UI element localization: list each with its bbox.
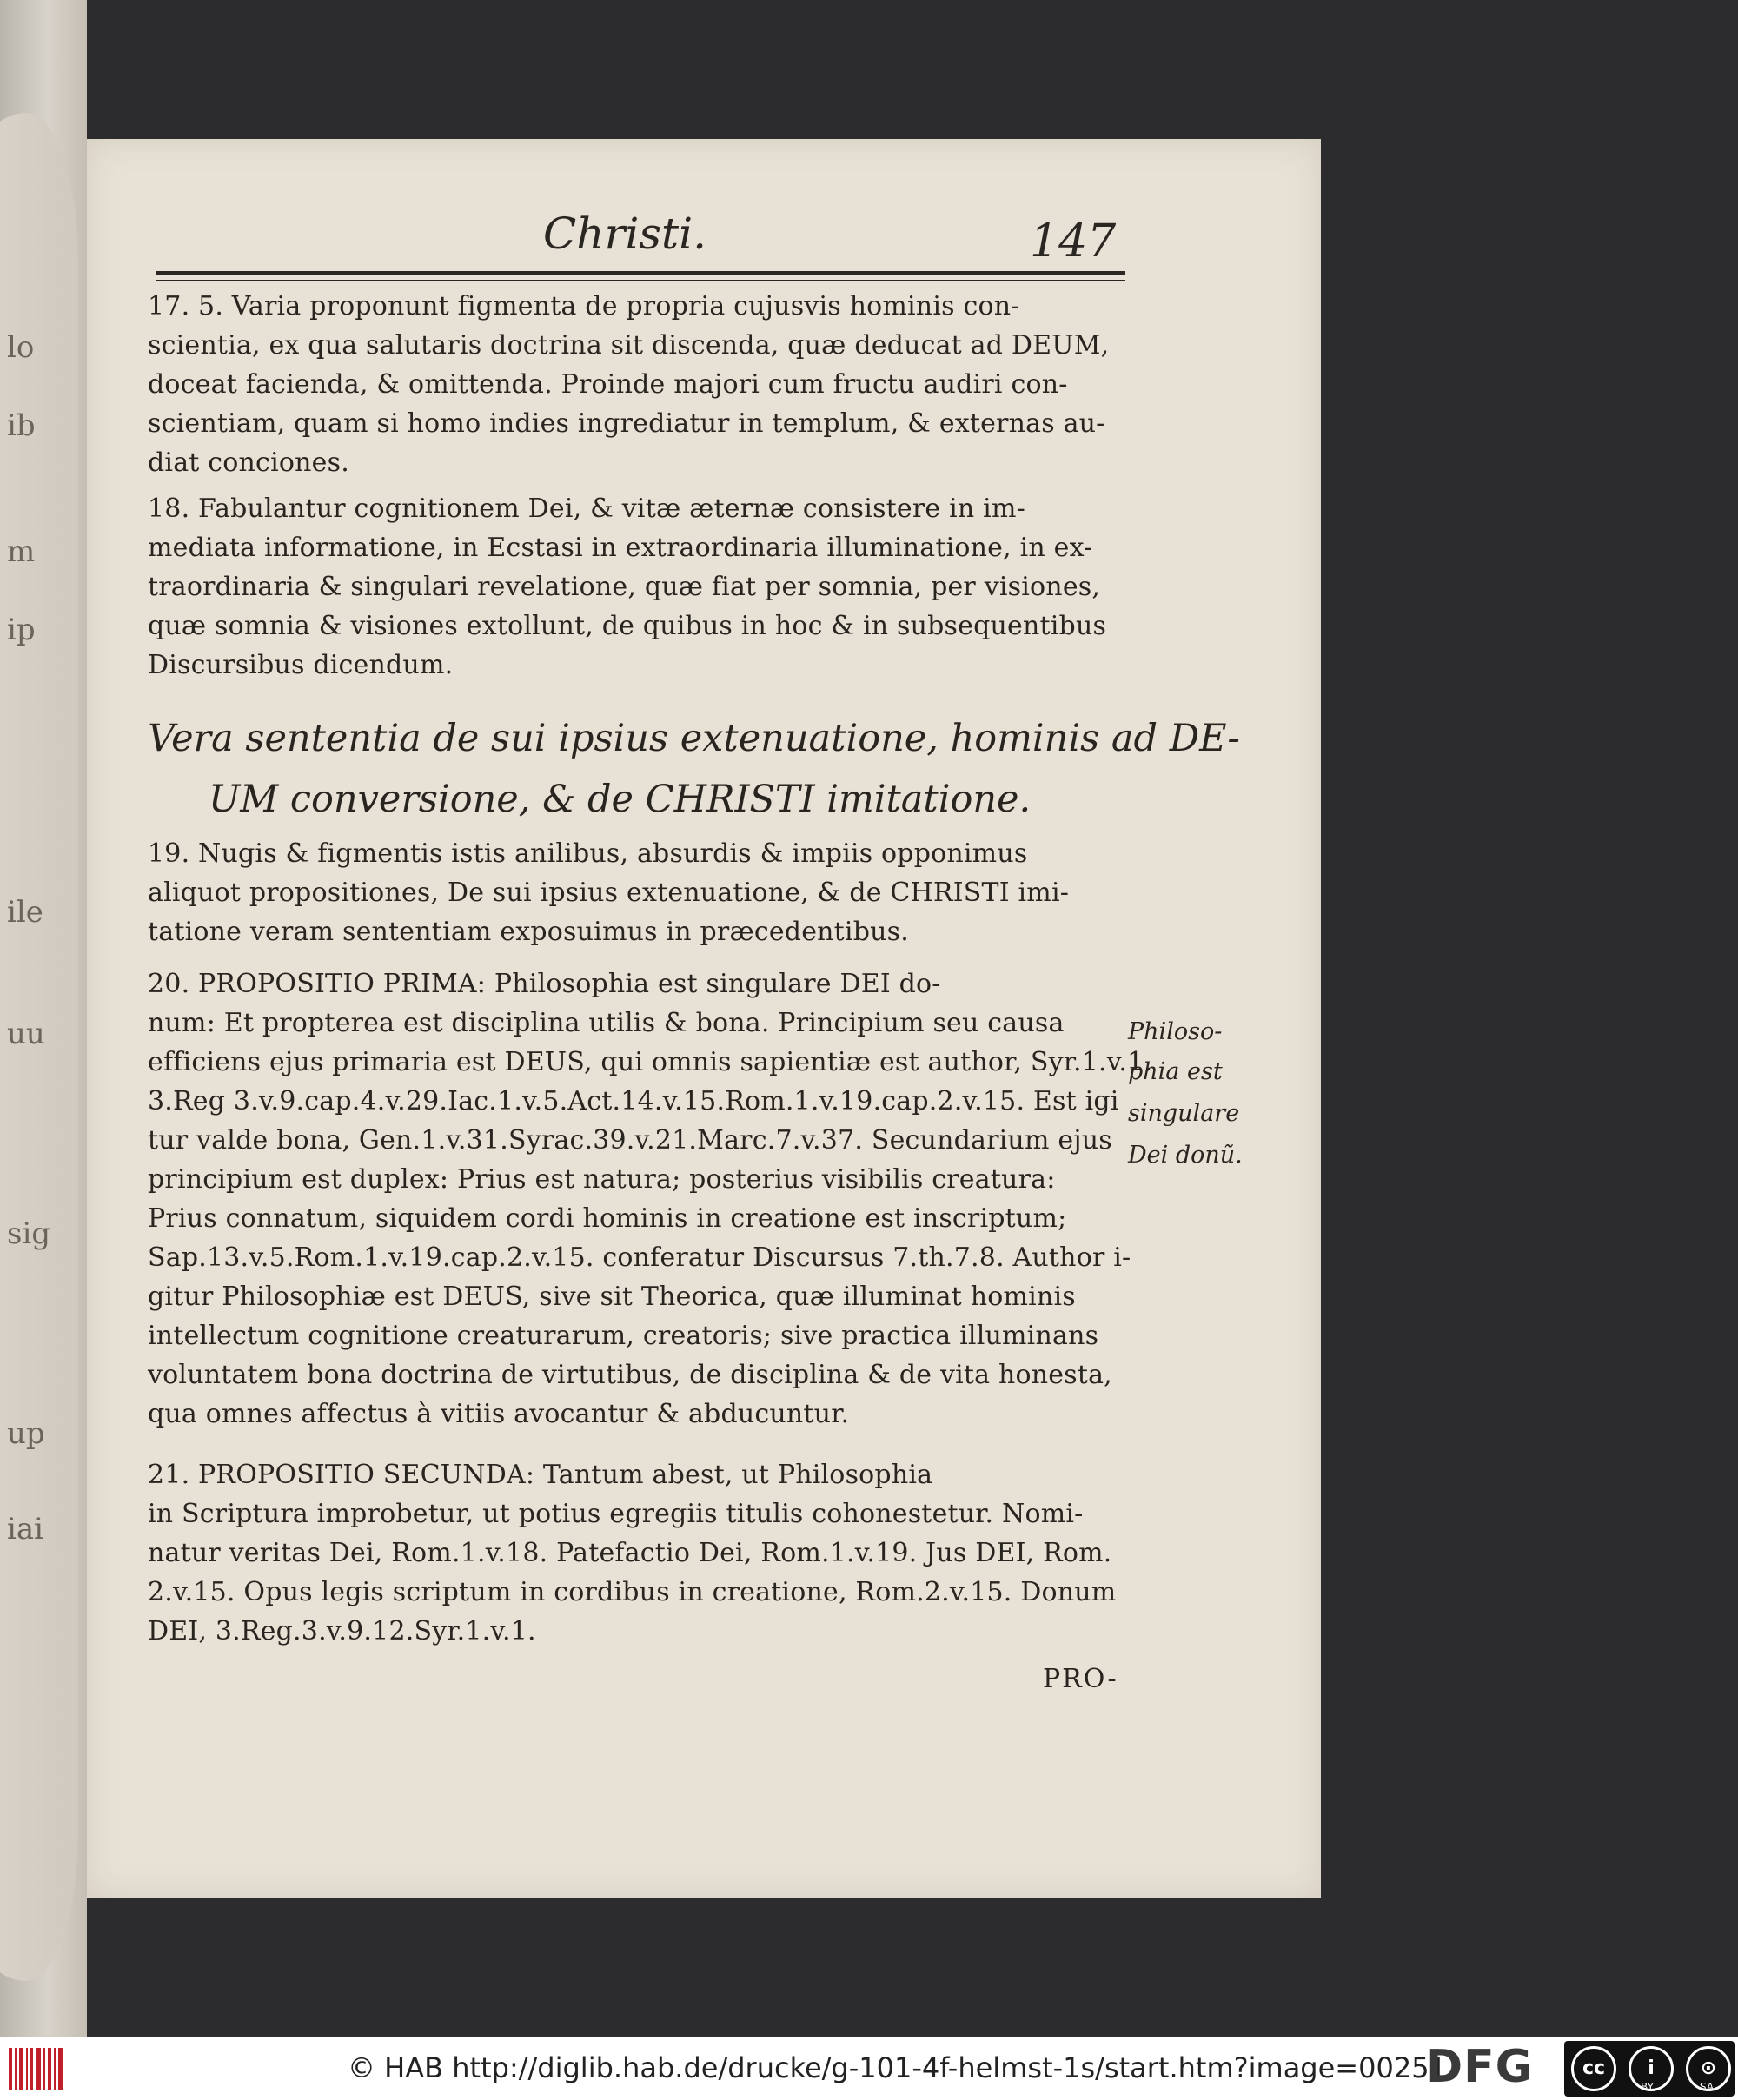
text-line: DEI, 3.Reg.3.v.9.12.Syr.1.v.1. — [148, 1616, 536, 1646]
page-number: 147 — [1030, 215, 1117, 268]
by-label: BY — [1641, 2081, 1654, 2093]
text-line: 20. PROPOSITIO PRIMA: Philosophia est singulare DEI do- — [148, 969, 941, 999]
text-line: quæ somnia & visiones extollunt, de quibus in hoc & in subsequentibus — [148, 611, 1107, 641]
text-line: scientiam, quam si homo indies ingrediatur in templum, & externas au- — [148, 408, 1105, 439]
section-heading: Vera sententia de sui ipsius extenuatione, hominis ad DE- — [148, 717, 1240, 760]
text-line: efficiens ejus primaria est DEUS, qui omnis sapientiæ est author, Syr.1.v.1. — [148, 1047, 1153, 1077]
margin-note: singulare — [1128, 1100, 1240, 1127]
text-line: 3.Reg 3.v.9.cap.4.v.29.Iac.1.v.5.Act.14.v.15.Rom.1.v.19.cap.2.v.15. Est igi — [148, 1086, 1119, 1116]
text-line: mediata informatione, in Ecstasi in extraordinaria illuminatione, in ex- — [148, 533, 1093, 563]
attribution-icon: i — [1629, 2046, 1674, 2091]
cc-icon: cc — [1571, 2046, 1616, 2091]
text-line: principium est duplex: Prius est natura; posterius visibilis creatura: — [148, 1164, 1056, 1195]
text-line: gitur Philosophiæ est DEUS, sive sit Theorica, quæ illuminat hominis — [148, 1282, 1076, 1312]
section-heading: UM conversione, & de CHRISTI imitatione. — [209, 778, 1032, 821]
text-line: 18. Fabulantur cognitionem Dei, & vitæ æternæ consistere in im- — [148, 494, 1025, 524]
catchword: PRO- — [1043, 1664, 1118, 1694]
sa-label: SA — [1700, 2081, 1715, 2093]
margin-note: Philoso- — [1128, 1018, 1223, 1045]
text-line: Discursibus dicendum. — [148, 650, 454, 680]
text-line: natur veritas Dei, Rom.1.v.18. Patefactio Dei, Rom.1.v.19. Jus DEI, Rom. — [148, 1538, 1112, 1568]
running-title: Christi. — [543, 209, 706, 259]
text-line: 19. Nugis & figmentis istis anilibus, absurdis & impiis opponimus — [148, 838, 1028, 869]
library-barcode-icon — [7, 2044, 68, 2093]
text-line: traordinaria & singulari revelatione, quæ fiat per somnia, per visiones, — [148, 572, 1101, 602]
copyright-link[interactable]: © HAB http://diglib.hab.de/drucke/g-101-4f-helmst-1s/start.htm?image=00251 — [348, 2051, 1447, 2084]
text-line: 21. PROPOSITIO SECUNDA: Tantum abest, ut Philosophia — [148, 1460, 933, 1490]
adjacent-page-edge: lo ib m ip ile uu sig up iai — [0, 0, 87, 2037]
header-rule — [156, 271, 1125, 281]
text-line: diat conciones. — [148, 447, 349, 478]
footer-bar — [0, 2037, 1738, 2100]
margin-note: Dei donũ. — [1128, 1142, 1243, 1169]
margin-note: phia est — [1128, 1058, 1223, 1085]
text-line: doceat facienda, & omittenda. Proinde majori cum fructu audiri con- — [148, 369, 1068, 400]
text-line: intellectum cognitione creaturarum, creatoris; sive practica illuminans — [148, 1321, 1099, 1351]
text-line: in Scriptura improbetur, ut potius egregiis titulis cohonestetur. Nomi- — [148, 1499, 1084, 1529]
text-line: 2.v.15. Opus legis scriptum in cordibus in creatione, Rom.2.v.15. Donum — [148, 1577, 1117, 1607]
text-line: tur valde bona, Gen.1.v.31.Syrac.39.v.21.Marc.7.v.37. Secundarium ejus — [148, 1125, 1112, 1156]
text-line: num: Et propterea est disciplina utilis & bona. Principium seu causa — [148, 1008, 1065, 1038]
text-line: aliquot propositiones, De sui ipsius extenuatione, & de CHRISTI imi- — [148, 878, 1070, 908]
text-line: voluntatem bona doctrina de virtutibus, de disciplina & de vita honesta, — [148, 1360, 1112, 1390]
share-alike-icon: ⊙ — [1686, 2046, 1731, 2091]
text-line: Prius connatum, siquidem cordi hominis in creatione est inscriptum; — [148, 1203, 1067, 1234]
text-line: qua omnes affectus à vitiis avocantur & abducuntur. — [148, 1399, 850, 1429]
text-line: Sap.13.v.5.Rom.1.v.19.cap.2.v.15. conferatur Discursus 7.th.7.8. Author i- — [148, 1242, 1131, 1273]
text-line: tatione veram sententiam exposuimus in præcedentibus. — [148, 917, 909, 947]
text-line: 17. 5. Varia proponunt figmenta de propria cujusvis hominis con- — [148, 291, 1020, 321]
cc-license-badge[interactable] — [1564, 2041, 1735, 2097]
text-line: scientia, ex qua salutaris doctrina sit discenda, quæ deducat ad DEUM, — [148, 330, 1110, 361]
dfg-logo: DFG — [1425, 2041, 1534, 2093]
